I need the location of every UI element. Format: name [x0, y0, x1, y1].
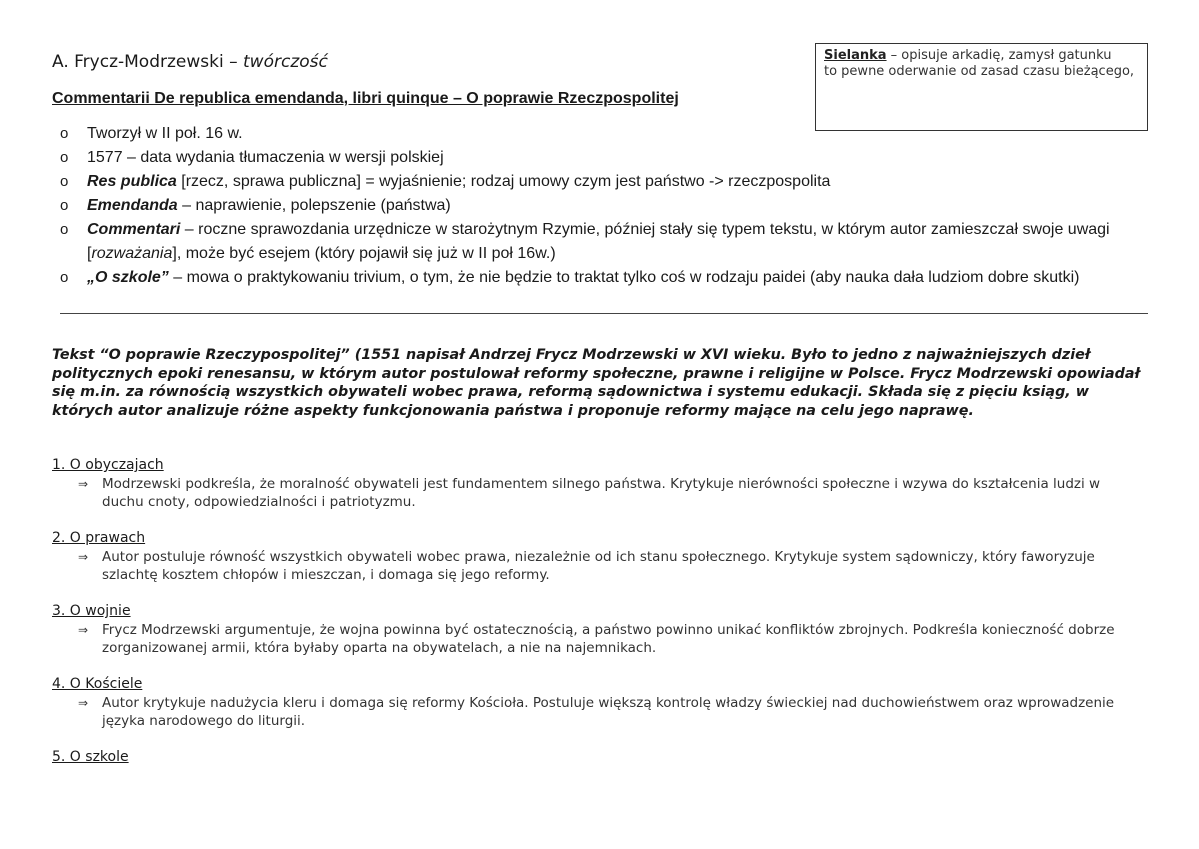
title-main: A. Frycz-Modrzewski – [52, 52, 244, 72]
arrow-icon: ⇒ [78, 696, 89, 710]
title-italic: twórczość [243, 52, 328, 72]
bullet-marker: o [60, 125, 69, 142]
section-o-wojnie [52, 603, 1142, 657]
section-body [52, 475, 1142, 511]
sielanka-note-box [815, 43, 1148, 131]
bullet-text: 1577 – data wydania tłumaczenia w wersji polskiej [87, 149, 444, 166]
list-item [60, 122, 1130, 146]
section-body [52, 694, 1142, 730]
bullet-marker: o [60, 269, 69, 286]
section-heading: 1. O obyczajach [52, 457, 164, 473]
bullet-text: – naprawienie, polepszenie (państwa) [177, 197, 451, 214]
bullet-term: Res publica [87, 173, 177, 190]
list-item [60, 170, 1130, 194]
divider-line [60, 313, 1148, 314]
bullet-text: – roczne sprawozdania urzędnicze w starożytnym Rzymie, później stały się typem tekstu, w którym autor zamieszczał swoje uwagi [ [87, 221, 1110, 262]
section-o-obyczajach [52, 457, 1142, 511]
section-heading: 3. O wojnie [52, 603, 131, 619]
section-body [52, 621, 1142, 657]
arrow-icon: ⇒ [78, 623, 89, 637]
bullet-text: [rzecz, sprawa publiczna] = wyjaśnienie; rodzaj umowy czym jest państwo -> rzeczpospolita [176, 173, 831, 190]
intro-paragraph: Tekst “O poprawie Rzeczypospolitej” (1551 napisał Andrzej Frycz Modrzewski w XVI wieku. Było to jedno z najważniejszych dzieł politycznych epoki renesansu, w którym autor postulował reformy społeczne, prawne i religijne w Polsce. Frycz Modrzewski opowiadał się m.in. za równością wszystkich obywateli wobec prawa, reformą sądownictwa i systemu edukacji. Składa się z pięciu ksiąg, w których autor analizuje różne aspekty funkcjonowania państwa i proponuje reformy mające na celu jego naprawę. [52, 347, 1140, 419]
bullet-italic: rozważania [91, 245, 173, 262]
list-item [60, 146, 1130, 170]
section-o-kosciele [52, 676, 1142, 730]
arrow-icon: ⇒ [78, 477, 89, 491]
bullet-marker: o [60, 221, 69, 238]
note-line-2: to pewne oderwanie od zasad czasu bieżącego, [824, 64, 1135, 79]
note-term: Sielanka [824, 48, 887, 63]
bullet-marker: o [60, 173, 69, 190]
page-title [52, 52, 328, 72]
bullet-text-continued: ], może być esejem (który pojawił się już w II poł 16w.) [172, 245, 556, 262]
notes-bullet-list [60, 122, 1130, 290]
section-o-prawach [52, 530, 1142, 584]
bullet-term: „O szkole” [87, 269, 169, 286]
section-heading: 4. O Kościele [52, 676, 143, 692]
bullet-text: – mowa o praktykowaniu trivium, o tym, że nie będzie to traktat tylko coś w rodzaju paidei (aby nauka dała ludziom dobre skutki) [168, 269, 1080, 286]
bullet-marker: o [60, 149, 69, 166]
bullet-term: Commentari [87, 221, 181, 238]
section-text: Autor krytykuje nadużycia kleru i domaga się reformy Kościoła. Postuluje większą kontrolę władzy świeckiej nad duchowieństwem oraz wprowadzenie języka narodowego do liturgii. [102, 695, 1115, 729]
note-line-1: – opisuje arkadię, zamysł gatunku [886, 48, 1112, 63]
list-item [60, 194, 1130, 218]
arrow-icon: ⇒ [78, 550, 89, 564]
section-o-szkole [52, 749, 1142, 766]
list-item [60, 218, 1130, 266]
section-text: Frycz Modrzewski argumentuje, że wojna powinna być ostatecznością, a państwo powinno unikać konfliktów zbrojnych. Podkreśla konieczność dobrze zorganizowanej armii, która byłaby oparta na obywatelach, a nie na najemnikach. [102, 622, 1115, 656]
bullet-marker: o [60, 197, 69, 214]
section-text: Autor postuluje równość wszystkich obywateli wobec prawa, niezależnie od ich stanu społecznego. Krytykuje system sądowniczy, który faworyzuje szlachtę kosztem chłopów i mieszczan, i domaga się jego reformy. [102, 549, 1095, 583]
section-heading: 2. O prawach [52, 530, 146, 546]
section-heading: 5. O szkole [52, 749, 129, 765]
list-item [60, 266, 1130, 290]
section-text: Modrzewski podkreśla, że moralność obywateli jest fundamentem silnego państwa. Krytykuje nierówności społeczne i wzywa do kształcenia ludzi w duchu cnoty, odpowiedzialności i patriotyzmu. [102, 476, 1101, 510]
bullet-text: Tworzył w II poł. 16 w. [87, 125, 243, 142]
section-body [52, 548, 1142, 584]
bullet-term: Emendanda [87, 197, 178, 214]
work-title: Commentarii De republica emendanda, libri quinque – O poprawie Rzeczpospolitej [52, 90, 679, 107]
